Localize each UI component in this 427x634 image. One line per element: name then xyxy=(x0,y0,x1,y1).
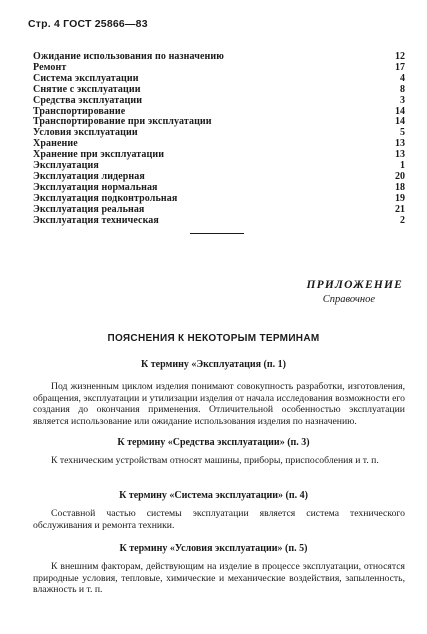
index-term: Эксплуатация xyxy=(33,160,99,172)
index-row xyxy=(33,96,405,107)
index-term: Эксплуатация подконтрольная xyxy=(33,192,178,204)
index-page-number: 17 xyxy=(395,61,405,73)
index-term: Снятие с эксплуатации xyxy=(33,83,141,95)
appendix-title: ПРИЛОЖЕНИЕ xyxy=(306,279,403,291)
index-term: Ожидание использования по назначению xyxy=(33,51,224,62)
section-heading: К термину «Условия эксплуатации» (п. 5) xyxy=(119,543,308,554)
index-term: Ремонт xyxy=(33,61,67,73)
section-paragraph: Составной частью системы эксплуатации является система технического обслуживания и ремонта техники. xyxy=(33,508,405,531)
section-text xyxy=(33,455,405,467)
index-page-number: 18 xyxy=(395,181,405,193)
index-term: Хранение xyxy=(33,138,78,150)
appendix-subtitle: Справочное xyxy=(322,294,375,305)
index-page-number: 5 xyxy=(400,127,405,139)
section-heading: К термину «Средства эксплуатации» (п. 3) xyxy=(117,437,310,448)
index-page-number: 2 xyxy=(400,214,405,226)
index-page-number: 12 xyxy=(395,51,405,62)
index-term: Транспортирование xyxy=(33,105,126,117)
index-page-number: 14 xyxy=(395,105,405,117)
index-page-number: 3 xyxy=(400,94,405,106)
index-page-number: 1 xyxy=(400,160,405,172)
section-text xyxy=(33,381,405,427)
index-row xyxy=(33,205,405,216)
explanations-title: ПОЯСНЕНИЯ К НЕКОТОРЫМ ТЕРМИНАМ xyxy=(107,333,320,344)
divider xyxy=(190,233,244,234)
page-header: Стр. 4 ГОСТ 25866—83 xyxy=(28,18,148,30)
index-row xyxy=(33,128,405,139)
index-row xyxy=(33,216,405,227)
section-paragraph: К техническим устройствам относят машины, приборы, приспособления и т. п. xyxy=(51,455,379,466)
index-term: Система эксплуатации xyxy=(33,72,139,84)
index-page-number: 14 xyxy=(395,116,405,128)
index-page-number: 20 xyxy=(395,170,405,182)
index-term: Эксплуатация лидерная xyxy=(33,170,145,182)
index-page-number: 13 xyxy=(395,138,405,150)
index-term: Транспортирование при эксплуатации xyxy=(33,116,212,128)
section-text xyxy=(33,561,405,596)
index-row xyxy=(33,85,405,96)
index-term: Условия эксплуатации xyxy=(33,127,138,139)
section-paragraph: К внешним факторам, действующим на изделие в процессе эксплуатации, относятся природные условия, тепловые, химические и механические воздействия, запыленность, влажность и т. п. xyxy=(33,561,405,596)
index-page-number: 13 xyxy=(395,149,405,161)
term-index xyxy=(33,52,405,227)
appendix-label xyxy=(307,279,403,305)
index-page-number: 8 xyxy=(400,83,405,95)
index-row xyxy=(33,52,405,63)
section-heading: К термину «Система эксплуатации» (п. 4) xyxy=(119,490,308,501)
index-page-number: 4 xyxy=(400,72,405,84)
index-term: Средства эксплуатации xyxy=(33,94,143,106)
section-heading: К термину «Эксплуатация (п. 1) xyxy=(141,359,286,370)
index-term: Эксплуатация техническая xyxy=(33,214,159,226)
index-term: Эксплуатация нормальная xyxy=(33,181,158,193)
index-page-number: 21 xyxy=(395,203,405,215)
index-page-number: 19 xyxy=(395,192,405,204)
index-term: Эксплуатация реальная xyxy=(33,203,145,215)
section-text xyxy=(33,508,405,531)
index-term: Хранение при эксплуатации xyxy=(33,149,165,161)
section-paragraph: Под жизненным циклом изделия понимают совокупность разработки, изготовления, обращения, эксплуатации и утилизации изделия от начала исследования возможности его создания до окончания применения. Отличительной особенностью эксплуатации является использование или ожидание использования изделия по назначению. xyxy=(33,381,405,427)
